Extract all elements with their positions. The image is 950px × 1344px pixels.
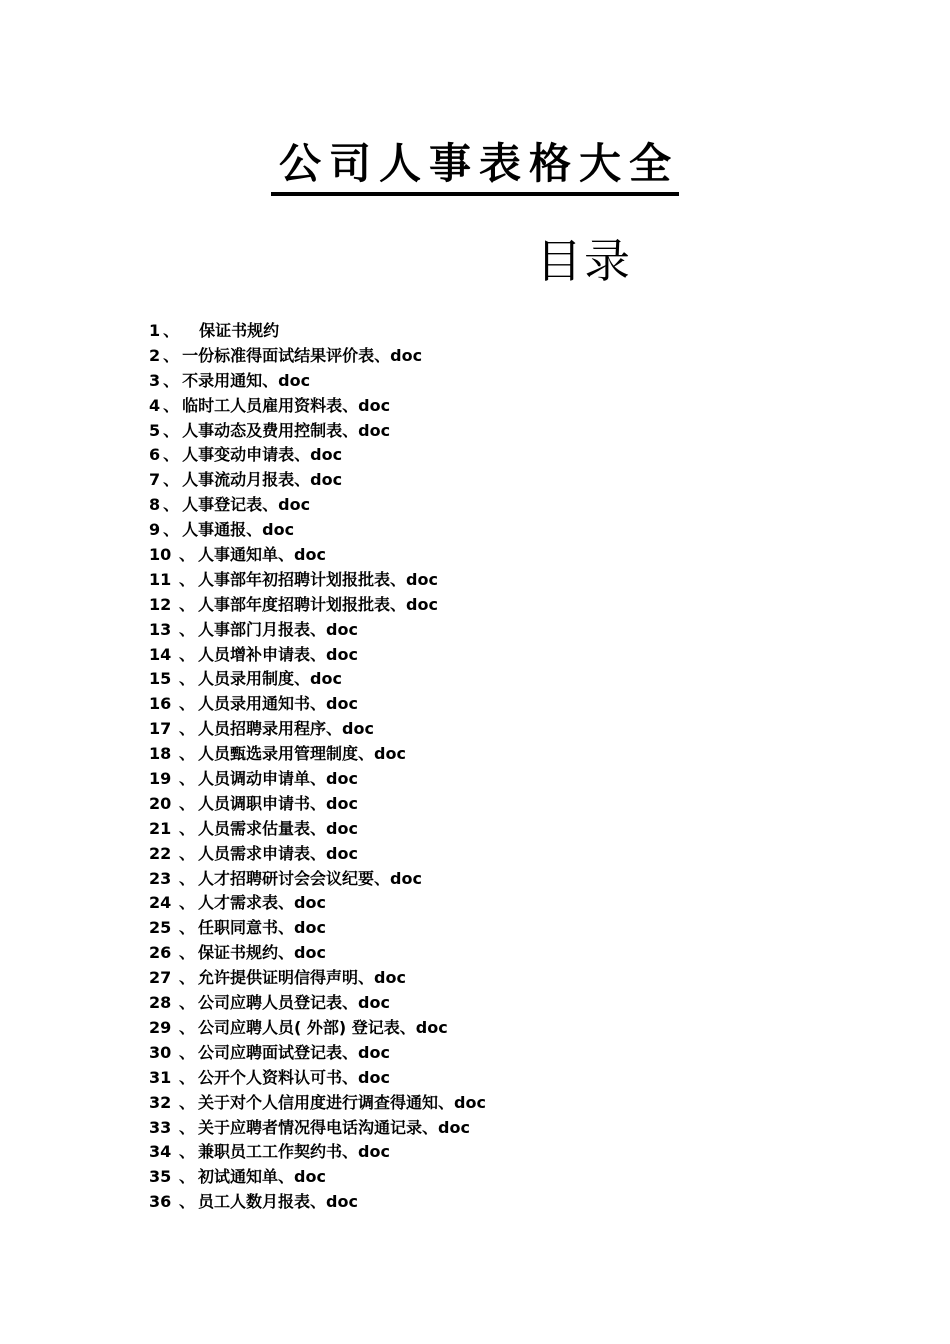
toc-item: [149, 1190, 486, 1215]
toc-item-number: 11: [149, 569, 172, 589]
toc-item: [149, 867, 486, 892]
toc-item: [149, 643, 486, 668]
toc-item-separator: 、: [163, 520, 180, 540]
toc-item: [149, 468, 486, 493]
toc-item: [149, 817, 486, 842]
toc-item: [149, 419, 486, 444]
toc-item-number: 22: [149, 843, 172, 863]
toc-item-text: 人员需求估量表、doc: [198, 818, 358, 838]
toc-item: [149, 319, 486, 344]
toc-item-text: 允许提供证明信得声明、doc: [198, 968, 406, 988]
toc-item-number: 17: [149, 719, 172, 739]
toc-item-number: 14: [149, 644, 172, 664]
toc-item-separator: 、: [163, 420, 180, 440]
toc-item-text: 人事通知单、doc: [198, 545, 326, 565]
toc-item-number: 7: [149, 470, 161, 490]
toc-item: [149, 966, 486, 991]
toc-item-text: 关于应聘者情况得电话沟通记录、doc: [198, 1117, 470, 1137]
toc-item-text: 临时工人员雇用资料表、doc: [182, 395, 391, 415]
toc-item: [149, 1165, 486, 1190]
toc-item-separator: 、: [163, 321, 180, 340]
toc-item-text: 人事部门月报表、doc: [198, 619, 358, 639]
toc-item-number: 20: [149, 793, 172, 813]
toc-heading: 目录: [536, 234, 632, 288]
toc-item-text: 人员录用制度、doc: [198, 669, 342, 689]
toc-item-text: 公司应聘人员( 外部) 登记表、doc: [198, 1017, 448, 1037]
toc-item-text: 初试通知单、doc: [198, 1167, 326, 1187]
toc-item: [149, 941, 486, 966]
toc-item: [149, 717, 486, 742]
toc-item-number: 16: [149, 694, 172, 714]
toc-item: [149, 742, 486, 767]
toc-item-text: 公司应聘人员登记表、doc: [198, 993, 390, 1013]
toc-item-number: 30: [149, 1042, 172, 1062]
toc-item-separator: 、: [179, 694, 196, 714]
toc-item-text: 一份标准得面试结果评价表、doc: [182, 345, 423, 365]
toc-item: [149, 568, 486, 593]
toc-item-text: 人事动态及费用控制表、doc: [182, 420, 391, 440]
toc-item-separator: 、: [179, 644, 196, 664]
toc-item-text: 人事变动申请表、doc: [182, 445, 343, 465]
toc-item-separator: 、: [179, 545, 196, 565]
toc-item-text: 兼职员工工作契约书、doc: [198, 1142, 390, 1162]
toc-item-separator: 、: [179, 843, 196, 863]
toc-item-separator: 、: [179, 818, 196, 838]
toc-item: [149, 1091, 486, 1116]
toc-item-number: 19: [149, 769, 172, 789]
toc-item-number: 24: [149, 893, 172, 913]
toc-item-number: 35: [149, 1167, 172, 1187]
toc-item-text: 人员调职申请书、doc: [198, 793, 358, 813]
toc-item-text: 公开个人资料认可书、doc: [198, 1067, 390, 1087]
toc-item-text: 关于对个人信用度进行调查得通知、doc: [198, 1092, 486, 1112]
toc-item: [149, 1041, 486, 1066]
toc-item-separator: 、: [179, 1092, 196, 1112]
toc-item-separator: 、: [179, 719, 196, 739]
toc-item: [149, 1140, 486, 1165]
toc-item-number: 13: [149, 619, 172, 639]
toc-item-text: 人才需求表、doc: [198, 893, 326, 913]
toc-item-separator: 、: [179, 1192, 196, 1212]
toc-item-number: 23: [149, 868, 172, 888]
toc-item: [149, 543, 486, 568]
toc-item: [149, 991, 486, 1016]
toc-item-separator: 、: [179, 619, 196, 639]
toc-item-text: 人员调动申请单、doc: [198, 769, 358, 789]
toc-item-separator: 、: [163, 395, 180, 415]
toc-item-number: 5: [149, 420, 161, 440]
toc-item-number: 27: [149, 968, 172, 988]
toc-item-number: 1: [149, 321, 161, 340]
toc-item-text: 人员需求申请表、doc: [198, 843, 358, 863]
toc-item: [149, 916, 486, 941]
toc-item-text: 人事流动月报表、doc: [182, 470, 343, 490]
toc-item-text: 任职同意书、doc: [198, 918, 326, 938]
toc-item-number: 18: [149, 744, 172, 764]
toc-item-number: 32: [149, 1092, 172, 1112]
document-title-text: 公司人事表格大全: [271, 138, 679, 196]
toc-item-text: 不录用通知、doc: [182, 370, 311, 390]
toc-item-number: 8: [149, 495, 161, 515]
toc-list: [149, 319, 486, 1215]
toc-item: [149, 1066, 486, 1091]
toc-item-text: 公司应聘面试登记表、doc: [198, 1042, 390, 1062]
toc-item: [149, 593, 486, 618]
toc-item-text: 员工人数月报表、doc: [198, 1192, 358, 1212]
toc-item-number: 21: [149, 818, 172, 838]
toc-item-text: 人员招聘录用程序、doc: [198, 719, 374, 739]
document-title: [0, 138, 950, 196]
toc-item-number: 36: [149, 1192, 172, 1212]
toc-item: [149, 344, 486, 369]
toc-item-separator: 、: [179, 1142, 196, 1162]
toc-item: [149, 618, 486, 643]
toc-item-separator: 、: [163, 370, 180, 390]
toc-item-text: 人员录用通知书、doc: [198, 694, 358, 714]
toc-item-number: 29: [149, 1017, 172, 1037]
toc-item-separator: 、: [179, 594, 196, 614]
toc-item-number: 4: [149, 395, 161, 415]
toc-item-number: 2: [149, 345, 161, 365]
toc-item-separator: 、: [179, 893, 196, 913]
toc-item-text: 保证书规约: [199, 321, 280, 340]
toc-item-text: 人才招聘研讨会会议纪要、doc: [198, 868, 422, 888]
toc-item-separator: 、: [179, 1167, 196, 1187]
toc-item: [149, 443, 486, 468]
toc-item: [149, 493, 486, 518]
toc-item-text: 人事通报、doc: [182, 520, 295, 540]
toc-item-number: 26: [149, 943, 172, 963]
toc-item-number: 6: [149, 445, 161, 465]
toc-item-separator: 、: [179, 918, 196, 938]
toc-item-separator: 、: [163, 470, 180, 490]
toc-item: [149, 767, 486, 792]
toc-item-separator: 、: [179, 968, 196, 988]
toc-item-separator: 、: [179, 868, 196, 888]
toc-item: [149, 667, 486, 692]
toc-item: [149, 1016, 486, 1041]
toc-item-text: 人事登记表、doc: [182, 495, 311, 515]
toc-item-separator: 、: [179, 1117, 196, 1137]
toc-item-separator: 、: [179, 1042, 196, 1062]
toc-item-separator: 、: [179, 943, 196, 963]
toc-item: [149, 792, 486, 817]
toc-item-separator: 、: [179, 569, 196, 589]
toc-item-separator: 、: [179, 1067, 196, 1087]
toc-item-separator: 、: [163, 345, 180, 365]
toc-item-text: 人员增补申请表、doc: [198, 644, 358, 664]
toc-item-number: 15: [149, 669, 172, 689]
toc-item: [149, 692, 486, 717]
toc-item-number: 25: [149, 918, 172, 938]
toc-item-separator: 、: [179, 769, 196, 789]
toc-item-separator: 、: [179, 744, 196, 764]
toc-item-number: 12: [149, 594, 172, 614]
toc-item: [149, 518, 486, 543]
toc-item: [149, 1116, 486, 1141]
toc-item-number: 9: [149, 520, 161, 540]
toc-item: [149, 394, 486, 419]
toc-item-separator: 、: [179, 1017, 196, 1037]
toc-item-number: 31: [149, 1067, 172, 1087]
toc-item-separator: 、: [163, 495, 180, 515]
toc-item-number: 10: [149, 545, 172, 565]
toc-item-separator: 、: [179, 669, 196, 689]
toc-item-text: 人员甄选录用管理制度、doc: [198, 744, 406, 764]
toc-item-number: 3: [149, 370, 161, 390]
toc-item-number: 33: [149, 1117, 172, 1137]
toc-item-separator: 、: [179, 993, 196, 1013]
toc-item-separator: 、: [163, 445, 180, 465]
toc-item-separator: 、: [179, 793, 196, 813]
toc-item-text: 人事部年度招聘计划报批表、doc: [198, 594, 438, 614]
toc-item: [149, 842, 486, 867]
toc-item-number: 28: [149, 993, 172, 1013]
toc-item-number: 34: [149, 1142, 172, 1162]
toc-item: [149, 369, 486, 394]
toc-item: [149, 891, 486, 916]
toc-item-text: 人事部年初招聘计划报批表、doc: [198, 569, 438, 589]
toc-item-text: 保证书规约、doc: [198, 943, 326, 963]
